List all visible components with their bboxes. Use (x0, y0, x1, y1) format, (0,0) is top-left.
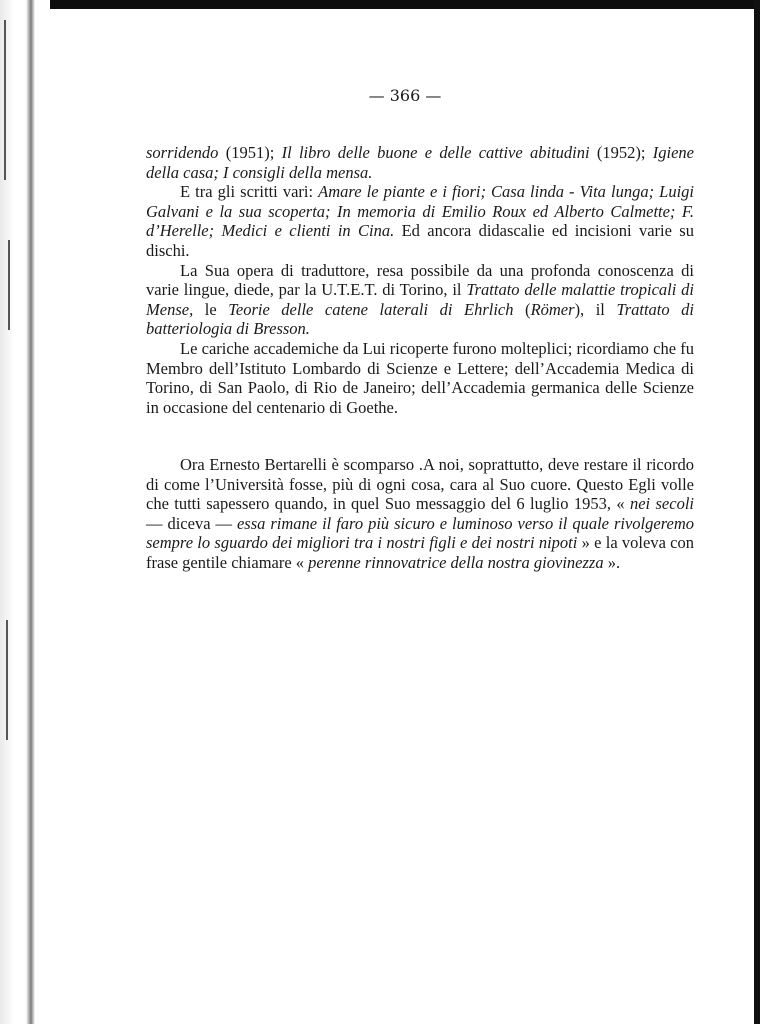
text-run: Le cariche accademiche da Lui ricoperte furono molteplici; ricordiamo che fu Membro dell’Istituto Lombardo di Scienze e Lettere; dell’Accademia Medica di Torino, di San Paolo, di Rio de Janeiro; dell’Accademia germanica delle Scienze in occasione del centenario di Goethe. (146, 338, 694, 417)
italic-run: essa rimane il faro più sicuro e luminoso verso il quale rivolgeremo sempre lo sguardo dei migliori tra i nostri figli e dei nostri nipoti (146, 513, 694, 553)
text-run: Ed ancora didascalie ed incisioni varie su dischi. (146, 221, 694, 260)
paragraph-various-writings (146, 182, 694, 260)
italic-run: Trattato di batteriologia di Bresson. (146, 299, 695, 339)
scan-right-border (754, 0, 760, 1024)
text-run: E tra gli scritti vari: (180, 182, 319, 202)
text-section-works (146, 143, 694, 417)
text-run: ), il (574, 299, 617, 319)
italic-run: Igiene della casa; I consigli della mensa. (146, 143, 694, 182)
scan-binding-edge (0, 0, 50, 1024)
italic-run: Il libro delle buone e delle cattive abitudini (281, 143, 590, 162)
paragraph-legacy (146, 455, 694, 573)
text-run: ». (603, 552, 621, 572)
paragraph-titles (146, 143, 694, 182)
paragraph-academic-roles (146, 339, 694, 417)
text-run: La Sua opera di traduttore, resa possibile da una profonda conoscenza di varie lingue, diede, par la U.T.E.T. di Torino, il (146, 260, 694, 300)
text-section-legacy (146, 455, 694, 573)
text-run: ( (513, 299, 531, 319)
italic-run: perenne rinnovatrice della nostra giovinezza (308, 552, 604, 572)
text-run: le (193, 299, 229, 319)
text-run: (1952); (589, 143, 653, 162)
italic-run: Römer (530, 299, 575, 319)
paragraph-translations (146, 261, 694, 339)
page-number: — 366 — (368, 86, 442, 105)
italic-run: nei secoli (629, 494, 694, 514)
text-run: (1951); (218, 143, 282, 162)
text-run: » e la voleva con frase gentile chiamare « (146, 533, 694, 572)
italic-run: Trattato delle malattie tropicali di Mense, (146, 280, 695, 319)
italic-run: Teorie delle catene laterali di Ehrlich (228, 299, 514, 319)
scan-top-border (0, 0, 760, 9)
text-run: — diceva — (146, 513, 237, 533)
italic-run: sorridendo (146, 143, 219, 162)
italic-run: Amare le piante e i fiori; Casa linda - Vita lunga; Luigi Galvani e la sua scoperta; In memoria di Emilio Roux ed Alberto Calmette; F. d’Herelle; Medici e clienti in Cina. (146, 182, 695, 241)
text-run: Ora Ernesto Bertarelli è scomparso .A noi, soprattutto, deve restare il ricordo di come l’Università fosse, più di ogni cosa, cara al Suo cuore. Questo Egli volle che tutti sapessero quando, in quel Suo messaggio del 6 luglio 1953, « (146, 455, 694, 514)
